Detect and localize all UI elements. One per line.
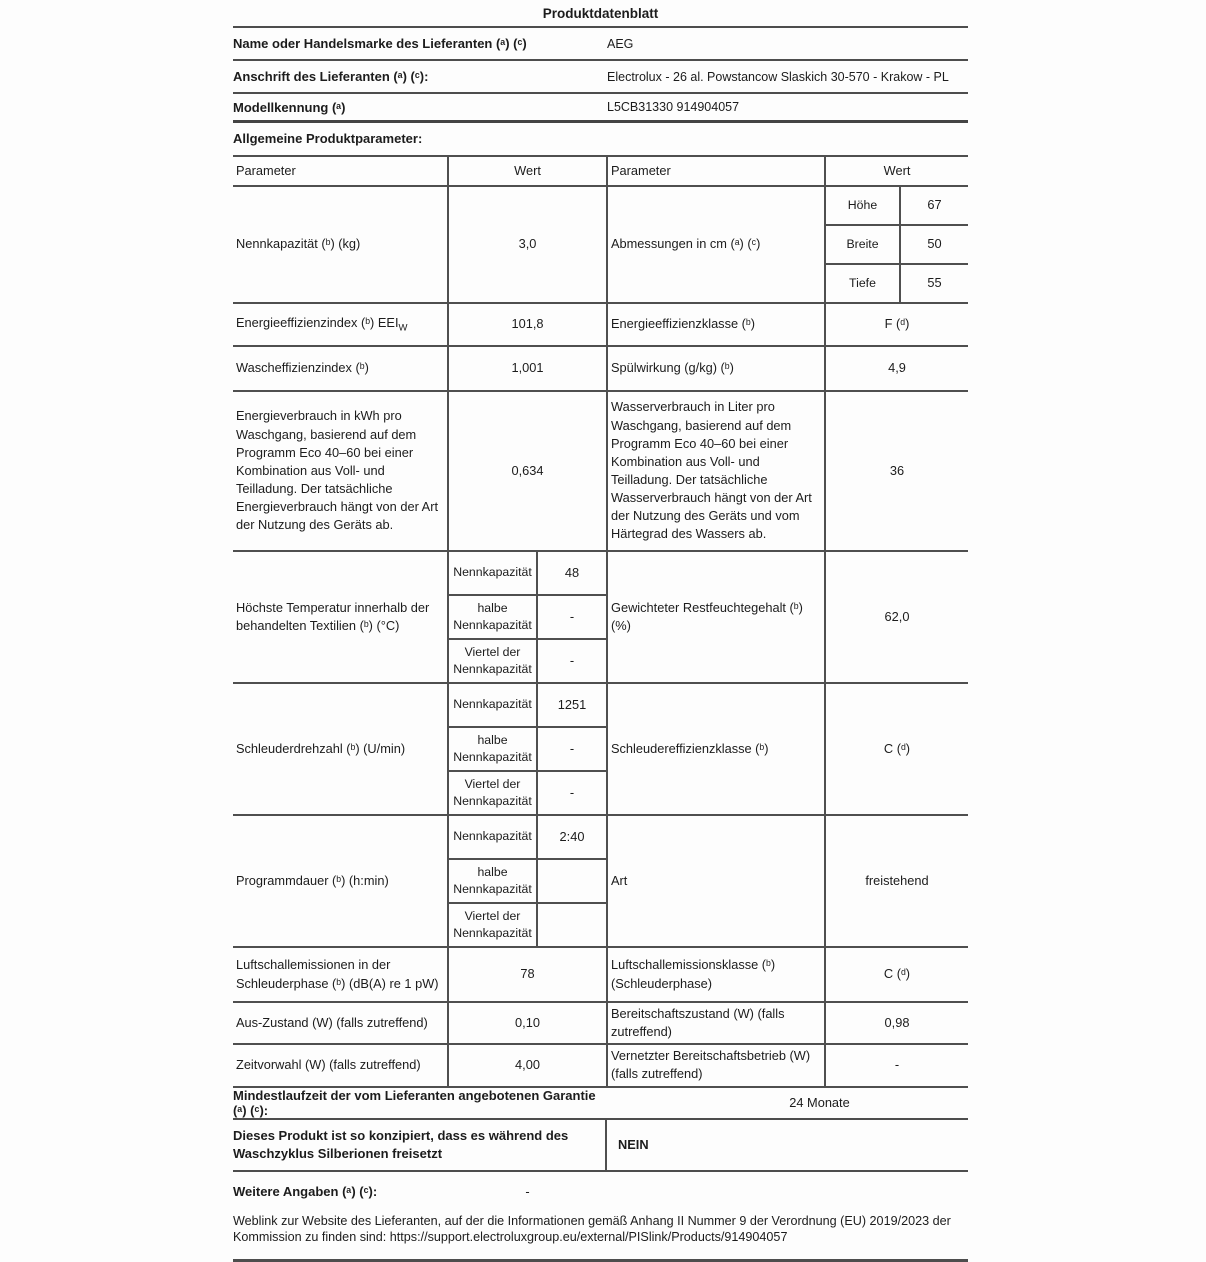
energy-consumption-value: 0,634 xyxy=(448,391,607,551)
capacity-value: 3,0 xyxy=(448,186,607,303)
residual-moisture-value: 62,0 xyxy=(825,551,968,683)
spin-speed-half-label: halbe Nennkapazität xyxy=(448,727,537,771)
model-id-value: L5CB31330 914904057 xyxy=(607,100,740,114)
noise-value: 78 xyxy=(448,947,607,1002)
eei-label-subscript: W xyxy=(398,322,408,334)
silver-ions-label: Dieses Produkt ist so konzipiert, dass es während des Waschzyklus Silberionen freisetzt xyxy=(233,1120,607,1170)
energy-class-value: F (ᵈ) xyxy=(825,303,968,346)
dimension-width-label: Breite xyxy=(825,225,900,264)
max-temp-rated-label: Nennkapazität xyxy=(448,551,537,595)
col-header-parameter-right: Parameter xyxy=(607,156,825,186)
supplier-address-label: Anschrift des Lieferanten (ᵃ) (ᶜ): xyxy=(233,69,429,84)
off-mode-value: 0,10 xyxy=(448,1002,607,1044)
max-temp-param: Höchste Temperatur innerhalb der behandelten Textilien (ᵇ) (°C) xyxy=(233,551,448,683)
eei-label-text: Energieeffizienzindex (ᵇ) EEI xyxy=(236,314,399,330)
type-value: freistehend xyxy=(825,815,968,947)
model-id-row xyxy=(233,94,968,123)
duration-half-label: halbe Nennkapazität xyxy=(448,859,537,903)
supplier-info-block xyxy=(233,26,968,123)
general-parameters-heading: Allgemeine Produktparameter: xyxy=(233,131,423,146)
duration-rated-value: 2:40 xyxy=(537,815,607,859)
noise-param: Luftschallemissionen in der Schleuderphase (ᵇ) (dB(A) re 1 pW) xyxy=(233,947,448,1002)
maxtemp-moisture-row xyxy=(233,551,968,595)
supplier-weblink-text: Weblink zur Website des Lieferanten, auf der die Informationen gemäß Anhang II Nummer 9 der Verordnung (EU) 2019/2023 der Kommission zu finden sind: https://support.electroluxgroup.eu/external/PISlink/Products/914904057 xyxy=(233,1213,951,1245)
warranty-value: 24 Monate xyxy=(789,1095,850,1111)
capacity-dimensions-row xyxy=(233,186,968,225)
bottom-divider xyxy=(233,1259,968,1262)
spin-speed-quarter-label: Viertel der Nennkapazität xyxy=(448,771,537,815)
duration-quarter-value xyxy=(537,903,607,947)
max-temp-rated-value: 48 xyxy=(537,551,607,595)
networked-standby-value: - xyxy=(825,1044,968,1086)
standby-param: Bereitschaftszustand (W) (falls zutreffend) xyxy=(607,1002,825,1044)
eei-value: 101,8 xyxy=(448,303,607,346)
duration-param: Programmdauer (ᵇ) (h:min) xyxy=(233,815,448,947)
dimension-height-value: 67 xyxy=(900,186,968,225)
dimension-depth-value: 55 xyxy=(900,264,968,303)
duration-quarter-label: Viertel der Nennkapazität xyxy=(448,903,537,947)
rinse-param: Spülwirkung (g/kg) (ᵇ) xyxy=(607,346,825,391)
delaystart-networkedstandby-row xyxy=(233,1044,968,1086)
dimension-width-value: 50 xyxy=(900,225,968,264)
duration-rated-label: Nennkapazität xyxy=(448,815,537,859)
warranty-row xyxy=(233,1088,968,1120)
spin-speed-param: Schleuderdrehzahl (ᵇ) (U/min) xyxy=(233,683,448,815)
dimensions-param: Abmessungen in cm (ᵃ) (ᶜ) xyxy=(607,186,825,303)
max-temp-half-label: halbe Nennkapazität xyxy=(448,595,537,639)
max-temp-quarter-label: Viertel der Nennkapazität xyxy=(448,639,537,683)
spin-speed-rated-label: Nennkapazität xyxy=(448,683,537,727)
datasheet-content xyxy=(233,6,968,1262)
delay-start-param: Zeitvorwahl (W) (falls zutreffend) xyxy=(233,1044,448,1086)
additional-info-value: - xyxy=(525,1183,530,1199)
rinse-value: 4,9 xyxy=(825,346,968,391)
col-header-wert-left: Wert xyxy=(448,156,607,186)
networked-standby-param: Vernetzter Bereitschaftsbetrieb (W) (falls zutreffend) xyxy=(607,1044,825,1086)
product-parameters-table xyxy=(233,155,968,1088)
eei-param xyxy=(233,303,448,346)
noise-class-value: C (ᵈ) xyxy=(825,947,968,1002)
silver-ions-row xyxy=(233,1120,968,1172)
energy-consumption-param: Energieverbrauch in kWh pro Waschgang, basierend auf dem Programm Eco 40–60 bei einer Kombination aus Voll- und Teilladung. Der tatsächliche Energieverbrauch hängt von der Art der Nutzung des Geräts ab. xyxy=(233,391,448,551)
col-header-parameter-left: Parameter xyxy=(233,156,448,186)
supplier-name-label: Name oder Handelsmarke des Lieferanten (ᵃ) (ᶜ) xyxy=(233,36,527,51)
model-id-label: Modellkennung (ᵃ) xyxy=(233,99,346,115)
duration-type-row xyxy=(233,815,968,859)
spin-speed-rated-value: 1251 xyxy=(537,683,607,727)
supplier-address-value: Electrolux - 26 al. Powstancow Slaskich 30-570 - Krakow - PL xyxy=(607,69,949,84)
noise-noiseclass-row xyxy=(233,947,968,1002)
water-consumption-value: 36 xyxy=(825,391,968,551)
spin-class-param: Schleudereffizienzklasse (ᵇ) xyxy=(607,683,825,815)
table-header-row xyxy=(233,156,968,186)
document-title: Produktdatenblatt xyxy=(542,6,659,21)
delay-start-value: 4,00 xyxy=(448,1044,607,1086)
spinspeed-spinclass-row xyxy=(233,683,968,727)
water-consumption-param: Wasserverbrauch in Liter pro Waschgang, basierend auf dem Programm Eco 40–60 bei einer Kombination aus Voll- und Teilladung. Der tatsächliche Wasserverbrauch hängt von der Art der Nutzung des Geräts und vom Härtegrad des Wassers ab. xyxy=(607,391,825,551)
supplier-address-row xyxy=(233,61,968,94)
standby-value: 0,98 xyxy=(825,1002,968,1044)
capacity-param: Nennkapazität (ᵇ) (kg) xyxy=(233,186,448,303)
duration-half-value xyxy=(537,859,607,903)
spin-class-value: C (ᵈ) xyxy=(825,683,968,815)
off-mode-param: Aus-Zustand (W) (falls zutreffend) xyxy=(233,1002,448,1044)
max-temp-quarter-value: - xyxy=(537,639,607,683)
residual-moisture-param: Gewichteter Restfeuchtegehalt (ᵇ) (%) xyxy=(607,551,825,683)
spin-speed-half-value: - xyxy=(537,727,607,771)
warranty-label: Mindestlaufzeit der vom Lieferanten angebotenen Garantie (ᵃ) (ᶜ): xyxy=(233,1087,596,1118)
wash-index-param: Wascheffizienzindex (ᵇ) xyxy=(233,346,448,391)
silver-ions-value: NEIN xyxy=(618,1137,649,1153)
noise-class-param: Luftschallemissionsklasse (ᵇ) (Schleuderphase) xyxy=(607,947,825,1002)
dimension-depth-label: Tiefe xyxy=(825,264,900,303)
washindex-rinse-row xyxy=(233,346,968,391)
additional-info-label: Weitere Angaben (ᵃ) (ᶜ): xyxy=(233,1183,378,1199)
offmode-standby-row xyxy=(233,1002,968,1044)
spin-speed-quarter-value: - xyxy=(537,771,607,815)
eei-energyclass-row xyxy=(233,303,968,346)
supplier-name-row xyxy=(233,28,968,61)
additional-info-row xyxy=(233,1172,968,1207)
wash-index-value: 1,001 xyxy=(448,346,607,391)
type-param: Art xyxy=(607,815,825,947)
dimension-height-label: Höhe xyxy=(825,186,900,225)
max-temp-half-value: - xyxy=(537,595,607,639)
col-header-wert-right: Wert xyxy=(825,156,968,186)
energy-class-param: Energieeffizienzklasse (ᵇ) xyxy=(607,303,825,346)
energy-water-consumption-row xyxy=(233,391,968,551)
supplier-name-value: AEG xyxy=(607,36,634,51)
